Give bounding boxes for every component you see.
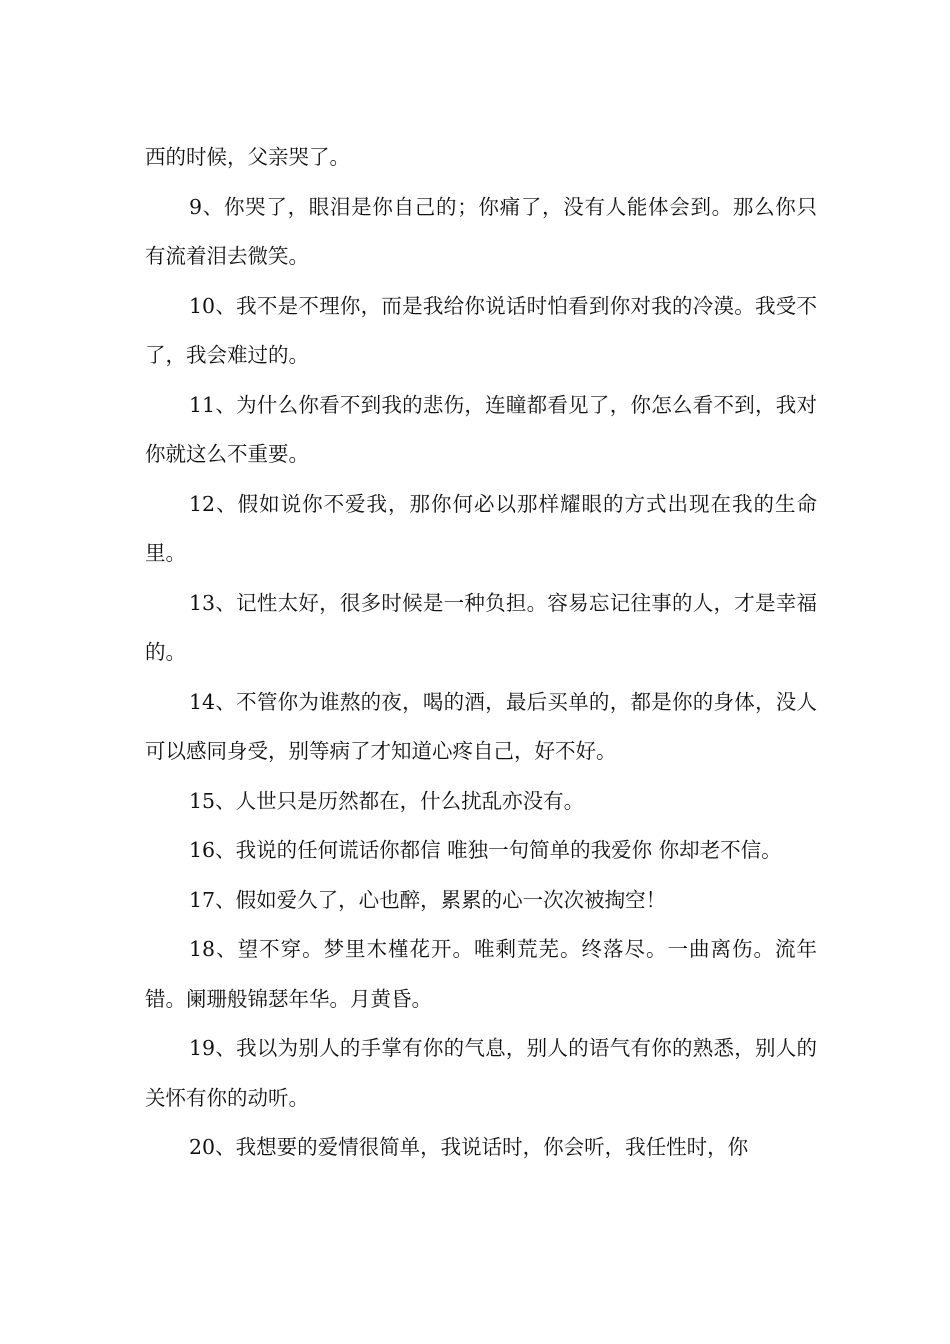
document-body [145, 133, 817, 1173]
paragraph-13: 13、记性太好，很多时候是一种负担。容易忘记往事的人，才是幸福的。 [145, 590, 817, 664]
paragraph-11: 11、为什么你看不到我的悲伤，连瞳都看见了，你怎么看不到，我对你就这么不重要。 [145, 392, 817, 466]
paragraph-14: 14、不管你为谁熬的夜，喝的酒，最后买单的，都是你的身体，没人可以感同身受，别等病了才知道心疼自己，好不好。 [145, 689, 817, 763]
paragraph-15: 15、人世只是历然都在，什么扰乱亦没有。 [189, 788, 585, 813]
paragraph-20: 20、我想要的爱情很简单，我说话时，你会听，我任性时，你 [189, 1135, 749, 1159]
paragraph-19: 19、我以为别人的手掌有你的气息，别人的语气有你的熟悉，别人的关怀有你的动听。 [145, 1036, 817, 1110]
paragraph-10: 10、我不是不理你，而是我给你说话时怕看到你对我的冷漠。我受不了，我会难过的。 [145, 293, 817, 367]
paragraph-16: 16、我说的任何谎话你都信 唯独一句简单的我爱你 你却老不信。 [189, 838, 782, 862]
paragraph-18: 18、望不穿。梦里木槿花开。唯剩荒芜。终落尽。一曲离伤。流年错。阑珊般锦瑟年华。月黄昏。 [145, 937, 817, 1011]
paragraph-17: 17、假如爱久了，心也醉，累累的心一次次被掏空！ [189, 887, 667, 912]
paragraph-continuation: 西的时候，父亲哭了。 [145, 145, 350, 169]
paragraph-12: 12、假如说你不爱我，那你何必以那样耀眼的方式出现在我的生命里。 [145, 491, 817, 565]
paragraph-9: 9、你哭了，眼泪是你自己的；你痛了，没有人能体会到。那么你只有流着泪去微笑。 [145, 194, 817, 268]
